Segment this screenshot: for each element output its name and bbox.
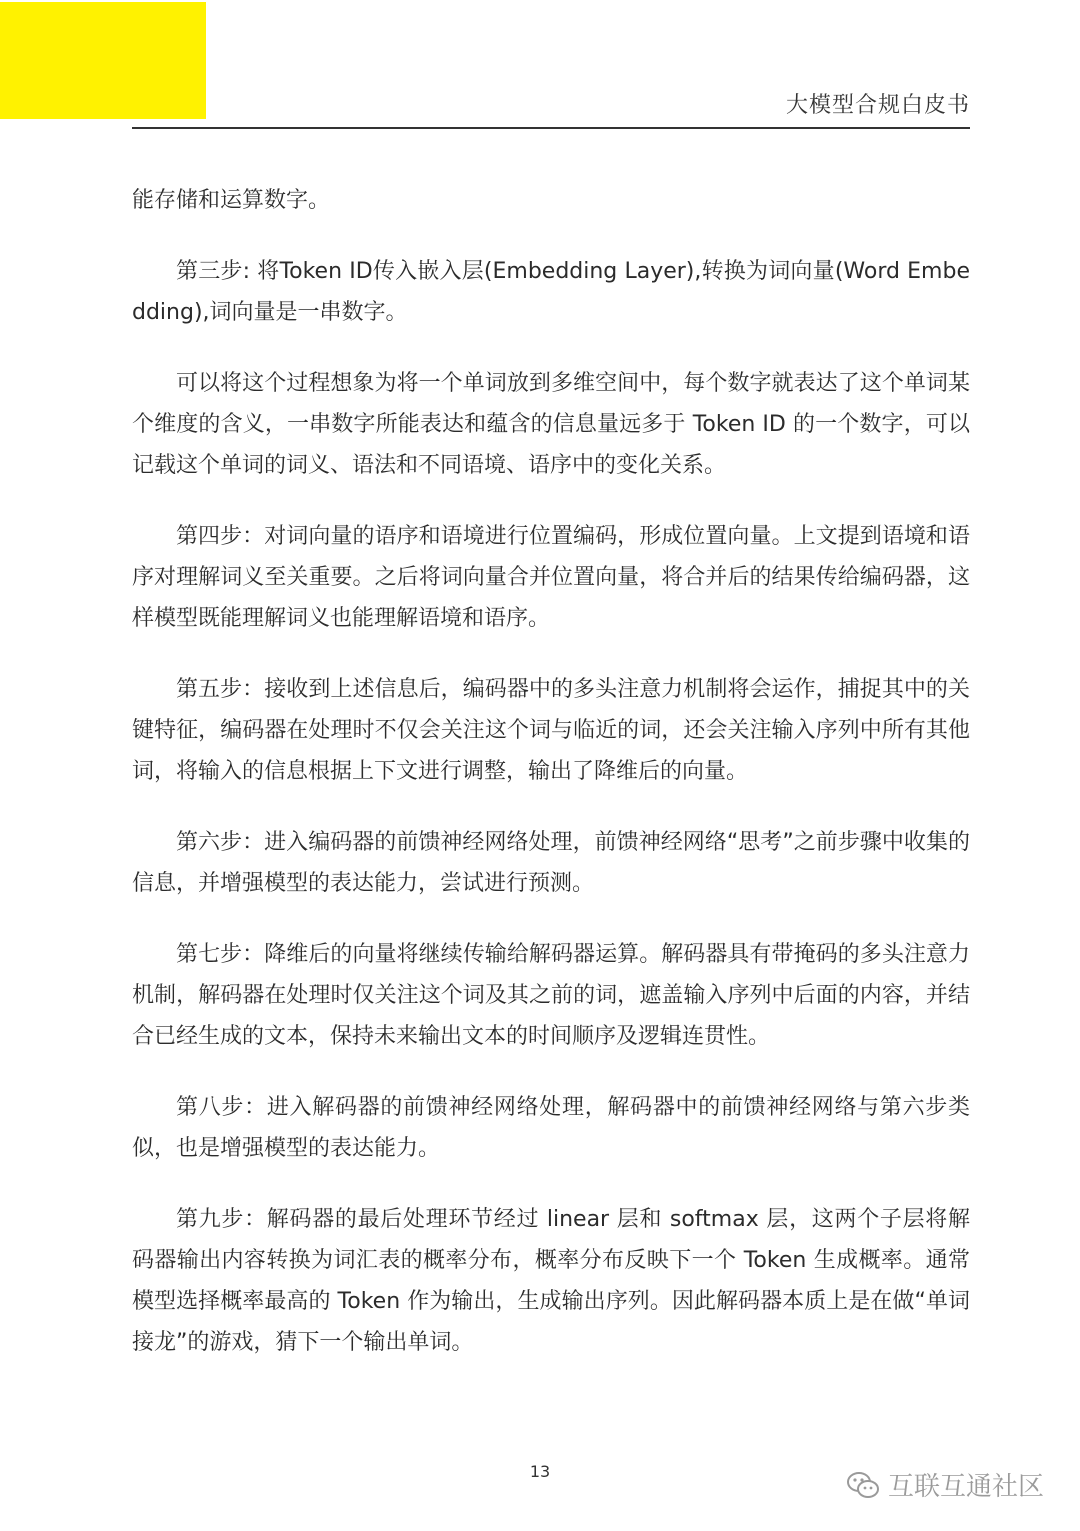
watermark xyxy=(846,1466,1044,1503)
paragraph: 可以将这个过程想象为将一个单词放到多维空间中，每个数字就表达了这个单词某个维度的含义，一串数字所能表达和蕴含的信息量远多于 Token ID 的一个数字，可以记载这个单词的词义、语法和不同语境、语序中的变化关系。 xyxy=(132,371,970,478)
paragraph: 第四步：对词向量的语序和语境进行位置编码，形成位置向量。上文提到语境和语序对理解词义至关重要。之后将词向量合并位置向量，将合并后的结果传给编码器，这样模型既能理解词义也能理解语境和语序。 xyxy=(132,524,970,631)
paragraph: 能存储和运算数字。 xyxy=(132,188,331,213)
paragraph: 第七步：降维后的向量将继续传输给解码器运算。解码器具有带掩码的多头注意力机制，解码器在处理时仅关注这个词及其之前的词，遮盖输入序列中后面的内容，并结合已经生成的文本，保持未来输出文本的时间顺序及逻辑连贯性。 xyxy=(132,942,970,1049)
page-number: 13 xyxy=(529,1462,551,1481)
header-divider xyxy=(132,127,970,129)
header-title: 大模型合规白皮书 xyxy=(785,93,970,118)
wechat-icon xyxy=(846,1470,880,1500)
paragraph: 第九步：解码器的最后处理环节经过 linear 层和 softmax 层，这两个子层将解码器输出内容转换为词汇表的概率分布，概率分布反映下一个 Token 生成概率。通常模型选择概率最高的 Token 作为输出，生成输出序列。因此解码器本质上是在做“单词接龙”的游戏，猜下一个输出单词。 xyxy=(132,1207,970,1355)
watermark-text: 互联互通社区 xyxy=(887,1472,1044,1502)
paragraph: 第五步：接收到上述信息后，编码器中的多头注意力机制将会运作，捕捉其中的关键特征，编码器在处理时不仅会关注这个词与临近的词，还会关注输入序列中所有其他词，将输入的信息根据上下文进行调整，输出了降维后的向量。 xyxy=(132,677,970,784)
paragraph: 第八步：进入解码器的前馈神经网络处理，解码器中的前馈神经网络与第六步类似，也是增强模型的表达能力。 xyxy=(132,1095,970,1161)
yellow-corner-block xyxy=(0,2,206,119)
paragraph: 第三步: 将Token ID传入嵌入层(Embedding Layer),转换为词向量(Word Embedding),词向量是一串数字。 xyxy=(132,259,970,325)
document-body xyxy=(132,180,970,1393)
paragraph: 第六步：进入编码器的前馈神经网络处理，前馈神经网络“思考”之前步骤中收集的信息，并增强模型的表达能力，尝试进行预测。 xyxy=(132,830,970,896)
